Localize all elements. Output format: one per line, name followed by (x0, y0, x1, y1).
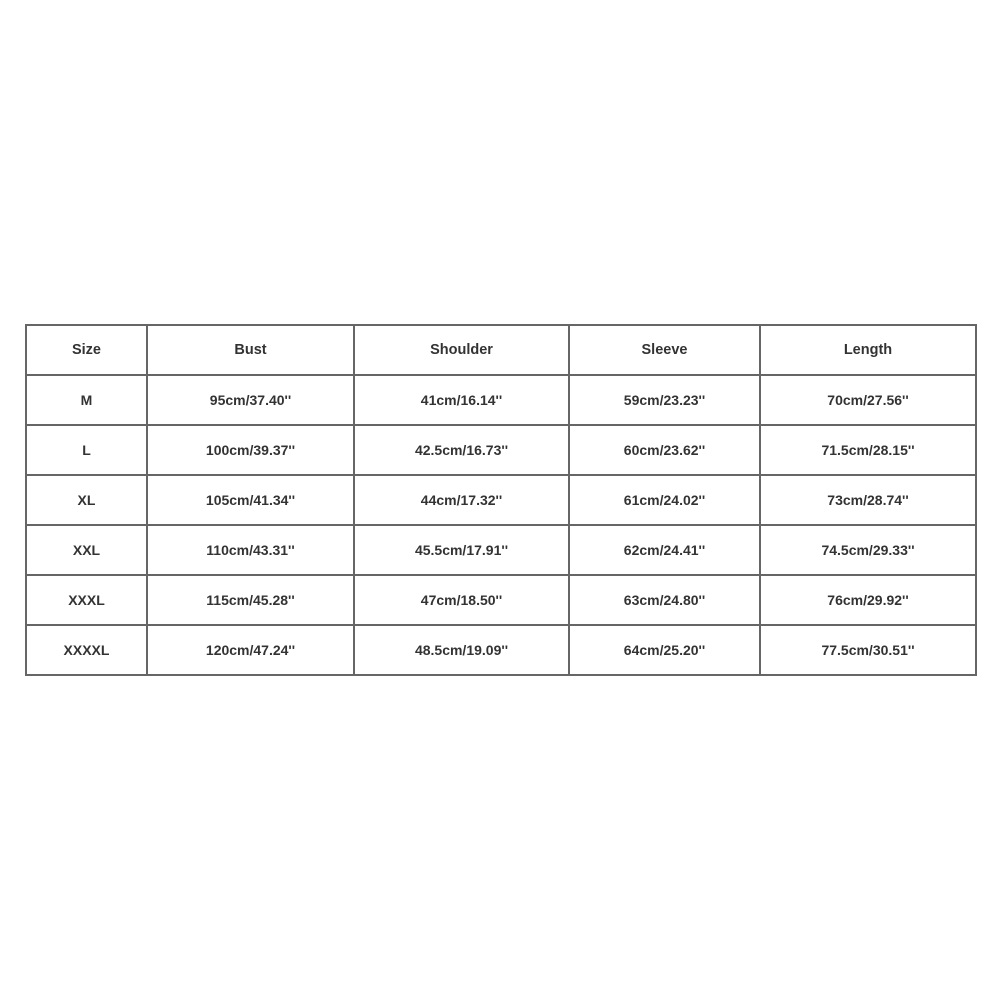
column-header-size: Size (26, 325, 147, 375)
shoulder-cell: 48.5cm/19.09'' (354, 625, 569, 675)
length-cell: 71.5cm/28.15'' (760, 425, 976, 475)
sleeve-cell: 63cm/24.80'' (569, 575, 760, 625)
table-row (26, 625, 976, 675)
column-header-length: Length (760, 325, 976, 375)
sleeve-cell: 62cm/24.41'' (569, 525, 760, 575)
bust-cell: 120cm/47.24'' (147, 625, 354, 675)
sleeve-cell: 60cm/23.62'' (569, 425, 760, 475)
size-chart-table (25, 324, 977, 676)
bust-cell: 115cm/45.28'' (147, 575, 354, 625)
bust-cell: 95cm/37.40'' (147, 375, 354, 425)
size-chart-header (26, 325, 976, 375)
length-cell: 76cm/29.92'' (760, 575, 976, 625)
table-row (26, 575, 976, 625)
size-cell: L (26, 425, 147, 475)
bust-cell: 105cm/41.34'' (147, 475, 354, 525)
sleeve-cell: 61cm/24.02'' (569, 475, 760, 525)
size-cell: XXXL (26, 575, 147, 625)
shoulder-cell: 42.5cm/16.73'' (354, 425, 569, 475)
table-row (26, 375, 976, 425)
table-row (26, 525, 976, 575)
sleeve-cell: 59cm/23.23'' (569, 375, 760, 425)
sleeve-cell: 64cm/25.20'' (569, 625, 760, 675)
size-chart-body (26, 375, 976, 675)
header-row (26, 325, 976, 375)
length-cell: 70cm/27.56'' (760, 375, 976, 425)
shoulder-cell: 47cm/18.50'' (354, 575, 569, 625)
size-cell: XXXXL (26, 625, 147, 675)
bust-cell: 100cm/39.37'' (147, 425, 354, 475)
table-row (26, 425, 976, 475)
column-header-bust: Bust (147, 325, 354, 375)
bust-cell: 110cm/43.31'' (147, 525, 354, 575)
length-cell: 74.5cm/29.33'' (760, 525, 976, 575)
length-cell: 73cm/28.74'' (760, 475, 976, 525)
column-header-shoulder: Shoulder (354, 325, 569, 375)
size-cell: XL (26, 475, 147, 525)
shoulder-cell: 44cm/17.32'' (354, 475, 569, 525)
column-header-sleeve: Sleeve (569, 325, 760, 375)
shoulder-cell: 45.5cm/17.91'' (354, 525, 569, 575)
shoulder-cell: 41cm/16.14'' (354, 375, 569, 425)
size-cell: M (26, 375, 147, 425)
table-row (26, 475, 976, 525)
length-cell: 77.5cm/30.51'' (760, 625, 976, 675)
size-cell: XXL (26, 525, 147, 575)
